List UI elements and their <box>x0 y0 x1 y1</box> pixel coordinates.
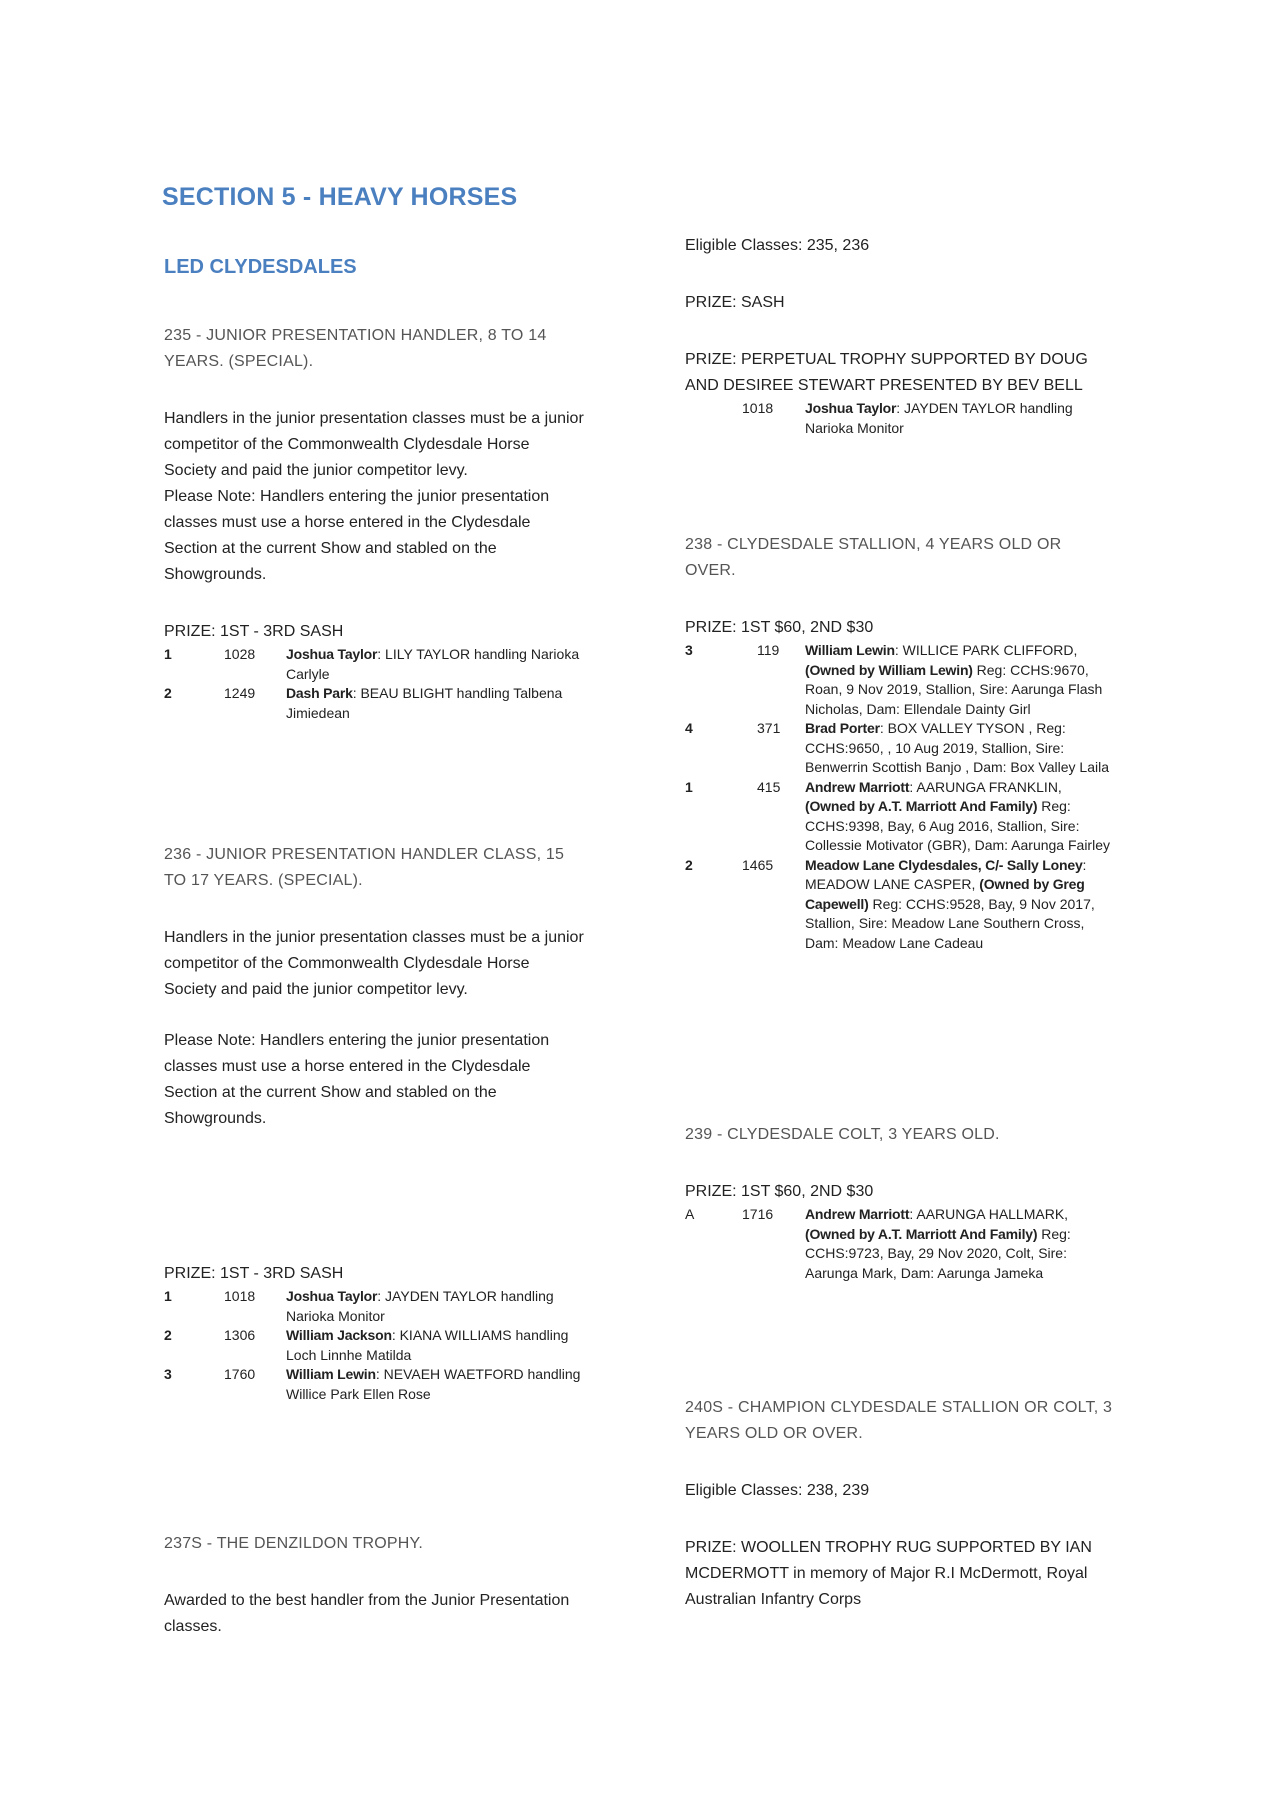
result-exhibitor: Joshua Taylor <box>286 646 378 662</box>
class-235-heading: 235 - JUNIOR PRESENTATION HANDLER, 8 TO 14 YEARS. (SPECIAL). <box>164 327 547 370</box>
result-exhibitor: Joshua Taylor <box>805 400 897 416</box>
result-row <box>164 1326 584 1365</box>
result-detail: : NEVAEH WAETFORD handling Willice Park Ellen Rose <box>286 1366 581 1402</box>
result-detail: : BEAU BLIGHT handling Talbena Jimiedean <box>286 685 563 721</box>
result-detail: : JAYDEN TAYLOR handling Narioka Monitor <box>805 400 1073 436</box>
result-row <box>164 684 584 723</box>
result-row <box>685 778 1115 856</box>
result-exhibitor: Meadow Lane Clydesdales, C/- Sally Loney <box>805 856 1083 873</box>
class-239-results <box>685 1205 1115 1283</box>
result-exhibitor: Brad Porter <box>805 720 880 736</box>
class-236-results <box>164 1287 584 1404</box>
class-237-heading: 237S - THE DENZILDON TROPHY. <box>164 1535 424 1552</box>
class-240-eligible: Eligible Classes: 238, 239 <box>685 1482 870 1499</box>
result-details-rest: Reg: CCHS:9670, Roan, 9 Nov 2019, Stallion, Sire: Aarunga Flash Nicholas, Dam: Ellendale Dainty Girl <box>805 661 1103 717</box>
result-exhibitor: Andrew Marriott <box>805 778 910 795</box>
result-number: 1465 <box>742 856 774 873</box>
result-detail: : KIANA WILLIAMS handling Loch Linnhe Matilda <box>286 1327 569 1363</box>
class-238-prize: PRIZE: 1ST $60, 2ND $30 <box>685 619 874 636</box>
result-place: 2 <box>164 685 172 701</box>
result-row <box>685 1205 1115 1283</box>
class-236-prize: PRIZE: 1ST - 3RD SASH <box>164 1265 344 1282</box>
result-owner: (Owned by A.T. Marriott And Family) <box>805 798 1038 814</box>
result-row <box>164 1365 584 1404</box>
result-place: 1 <box>164 1288 172 1304</box>
result-details-rest: Reg: CCHS:9528, Bay, 9 Nov 2017, Stallion, Sire: Meadow Lane Southern Cross, Dam: Meadow Lane Cadeau <box>805 895 1095 951</box>
result-number: 1760 <box>224 1366 256 1382</box>
result-place: 4 <box>685 720 693 736</box>
result-detail: : WILLICE PARK CLIFFORD, <box>894 642 1078 658</box>
result-exhibitor: William Lewin <box>805 642 895 658</box>
result-exhibitor: Dash Park <box>286 685 353 701</box>
class-240 <box>685 1395 1115 1613</box>
class-237-note: Awarded to the best handler from the Junior Presentation classes. <box>164 1592 570 1635</box>
result-exhibitor: William Lewin <box>286 1366 376 1382</box>
class-236 <box>164 842 584 1404</box>
result-place: 3 <box>685 642 693 658</box>
result-detail: : JAYDEN TAYLOR handling Narioka Monitor <box>286 1288 554 1324</box>
result-number: 415 <box>757 778 781 795</box>
sub-title: LED CLYDESDALES <box>164 256 357 278</box>
class-237 <box>164 1531 584 1640</box>
result-row <box>164 1287 584 1326</box>
result-number: 1716 <box>742 1206 774 1222</box>
class-239 <box>685 1122 1115 1283</box>
result-exhibitor: Andrew Marriott <box>805 1206 910 1222</box>
class-238 <box>685 532 1115 953</box>
result-row <box>685 719 1115 778</box>
class-236-heading: 236 - JUNIOR PRESENTATION HANDLER CLASS, 15 TO 17 YEARS. (SPECIAL). <box>164 846 565 889</box>
class-237-prize-sash: PRIZE: SASH <box>685 294 785 311</box>
class-238-results <box>685 641 1115 953</box>
result-row <box>685 641 1115 719</box>
result-detail: : MEADOW LANE CASPER, <box>805 856 1087 892</box>
class-238-heading: 238 - CLYDESDALE STALLION, 4 YEARS OLD OR OVER. <box>685 536 1062 579</box>
class-240-prize: PRIZE: WOOLLEN TROPHY RUG SUPPORTED BY IAN MCDERMOTT in memory of Major R.I McDermott, Royal Australian Infantry Corps <box>685 1539 1092 1608</box>
result-place: 2 <box>685 856 693 873</box>
result-owner: (Owned by A.T. Marriott And Family) <box>805 1225 1038 1242</box>
class-237-continued <box>685 233 1115 438</box>
result-row <box>685 399 1115 438</box>
class-237-prize-trophy: PRIZE: PERPETUAL TROPHY SUPPORTED BY DOUG AND DESIREE STEWART PRESENTED BY BEV BELL <box>685 351 1088 394</box>
class-239-heading: 239 - CLYDESDALE COLT, 3 YEARS OLD. <box>685 1126 1000 1143</box>
result-details-rest: Reg: CCHS:9723, Bay, 29 Nov 2020, Colt, Sire: Aarunga Mark, Dam: Aarunga Jameka <box>805 1225 1071 1281</box>
result-place: 2 <box>164 1327 172 1343</box>
result-detail: : BOX VALLEY TYSON , Reg: CCHS:9650, , 10 Aug 2019, Stallion, Sire: Benwerrin Scottish Banjo , Dam: Box Valley Laila <box>805 720 1109 775</box>
class-235-please-note: Please Note: Handlers entering the junior presentation classes must use a horse entered in the Clydesdale Section at the current Show and stabled on the Showgrounds. <box>164 488 550 583</box>
result-detail: : AARUNGA HALLMARK, <box>909 1206 1069 1222</box>
result-owner: (Owned by William Lewin) <box>805 661 973 678</box>
result-number: 1249 <box>224 685 256 701</box>
class-237-eligible: Eligible Classes: 235, 236 <box>685 237 870 254</box>
result-detail: : LILY TAYLOR handling Narioka Carlyle <box>286 646 580 682</box>
result-number: 1018 <box>224 1288 256 1304</box>
class-237-results <box>685 399 1115 438</box>
result-place: 3 <box>164 1366 172 1382</box>
result-place: A <box>685 1206 695 1222</box>
result-number: 1028 <box>224 646 256 662</box>
class-235-results <box>164 645 584 723</box>
result-details-rest: Reg: CCHS:9398, Bay, 6 Aug 2016, Stallion, Sire: Collessie Motivator (GBR), Dam: Aarunga Fairley <box>805 798 1110 853</box>
class-235 <box>164 323 584 723</box>
result-number: 371 <box>757 720 781 736</box>
class-240-heading: 240S - CHAMPION CLYDESDALE STALLION OR COLT, 3 YEARS OLD OR OVER. <box>685 1399 1113 1442</box>
result-detail: : AARUNGA FRANKLIN, <box>909 778 1062 795</box>
result-place: 1 <box>164 646 172 662</box>
result-exhibitor: Joshua Taylor <box>286 1288 378 1304</box>
class-235-note: Handlers in the junior presentation classes must be a junior competitor of the Commonwealth Clydesdale Horse Society and paid the junior competitor levy. <box>164 410 584 479</box>
result-place: 1 <box>685 778 693 795</box>
result-exhibitor: William Jackson <box>286 1327 392 1343</box>
result-number: 119 <box>757 642 780 658</box>
class-235-prize: PRIZE: 1ST - 3RD SASH <box>164 623 344 640</box>
result-owner: (Owned by Greg Capewell) <box>805 876 1085 912</box>
result-number: 1306 <box>224 1327 256 1343</box>
class-236-please-note: Please Note: Handlers entering the junior presentation classes must use a horse entered in the Clydesdale Section at the current Show and stabled on the Showgrounds. <box>164 1032 550 1127</box>
section-title: SECTION 5 - HEAVY HORSES <box>162 183 518 211</box>
class-236-note: Handlers in the junior presentation classes must be a junior competitor of the Commonwealth Clydesdale Horse Society and paid the junior competitor levy. <box>164 929 584 998</box>
class-239-prize: PRIZE: 1ST $60, 2ND $30 <box>685 1183 874 1200</box>
result-number: 1018 <box>742 400 774 416</box>
result-row <box>685 856 1115 954</box>
result-row <box>164 645 584 684</box>
